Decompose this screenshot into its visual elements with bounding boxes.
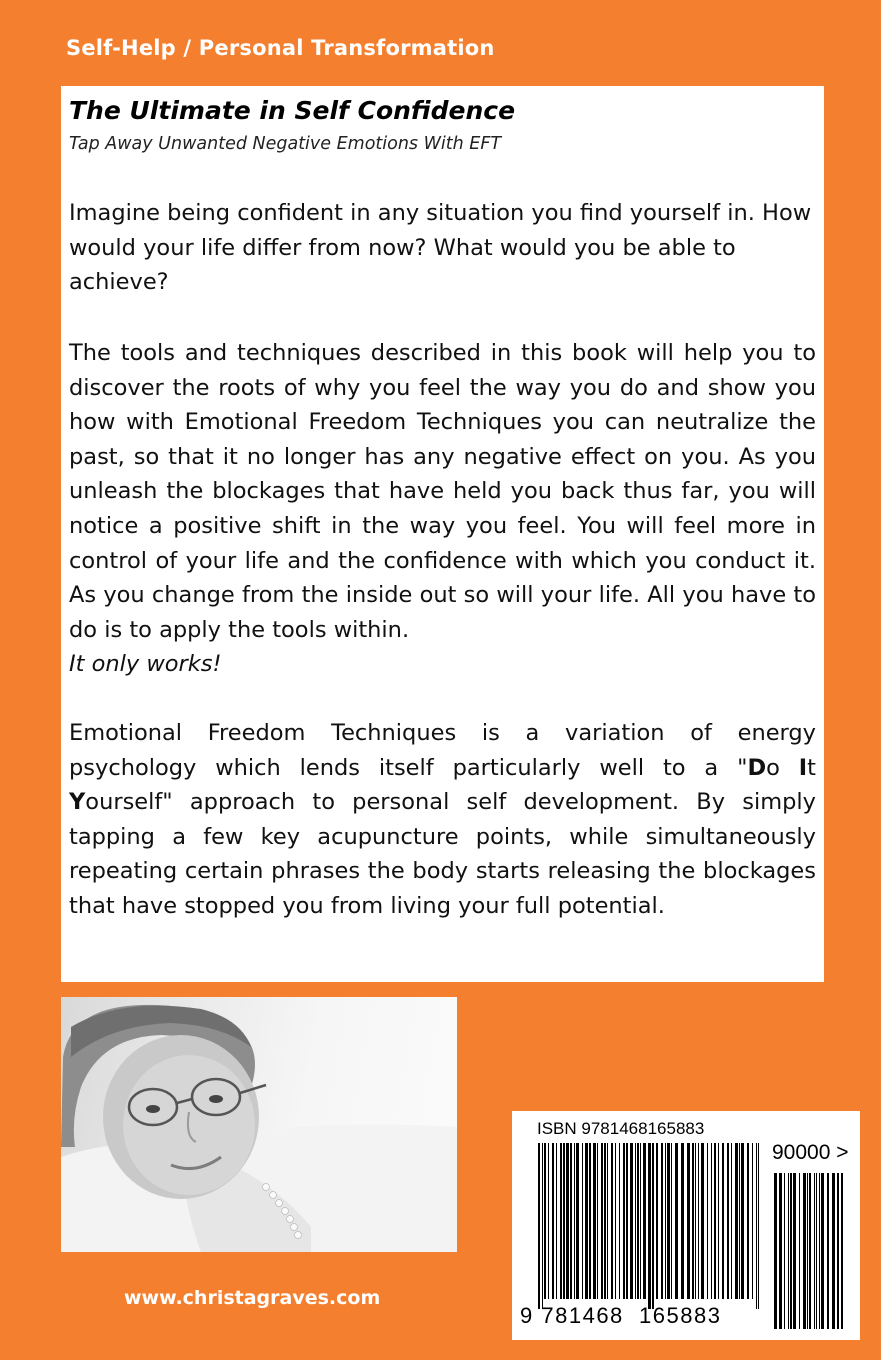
barcode-bar (741, 1143, 744, 1299)
barcode-bar (718, 1143, 719, 1299)
barcode-bar (601, 1143, 603, 1299)
barcode-bar (803, 1173, 806, 1329)
barcode-bar (630, 1143, 633, 1299)
barcode-bar (615, 1143, 616, 1299)
p3-bold-d: D (747, 754, 767, 781)
barcode-bar (714, 1143, 716, 1299)
barcode-bar (640, 1143, 641, 1299)
barcode-bar (784, 1173, 785, 1329)
barcode-bar (544, 1143, 546, 1299)
barcode-bar (692, 1143, 694, 1299)
barcode-digits (520, 1303, 721, 1329)
barcode-bar (619, 1143, 620, 1299)
book-title: The Ultimate in Self Confidence (69, 96, 516, 125)
paragraph-tools-emphasis: It only works! (69, 651, 222, 678)
barcode-bar (793, 1173, 796, 1329)
barcode-bar (819, 1173, 820, 1329)
barcode-bar (611, 1143, 613, 1299)
barcode-digit-first: 9 (520, 1303, 534, 1328)
p3-bold-y: Y (69, 789, 86, 816)
barcode-bar (701, 1143, 704, 1299)
author-photo-illustration (61, 997, 457, 1252)
barcode-bar (656, 1143, 658, 1299)
barcode-bar (758, 1143, 759, 1309)
barcode-bar (790, 1173, 792, 1329)
barcode-bar (739, 1143, 740, 1299)
barcode-bar (626, 1143, 628, 1299)
barcode-bar (589, 1143, 591, 1299)
barcode-bar (542, 1143, 543, 1309)
barcode-bar (837, 1173, 839, 1329)
barcode-bar (593, 1143, 596, 1299)
barcode-bar (585, 1143, 588, 1299)
paragraph-eft (69, 716, 816, 924)
category-label: Self-Help / Personal Transformation (66, 36, 495, 60)
barcode-bar (752, 1143, 753, 1299)
barcode-bar (841, 1173, 843, 1329)
barcode-bar (756, 1143, 757, 1309)
barcode-bar (788, 1173, 789, 1329)
price-code: 90000 > (772, 1141, 849, 1164)
barcode-bar (695, 1143, 696, 1299)
barcode-bar (597, 1143, 598, 1299)
isbn-barcode (512, 1111, 860, 1340)
barcode-bar (556, 1143, 557, 1299)
p3-before: Emotional Freedom Techniques is a variation of energy psychology which lends itself particularly well to a " (69, 720, 816, 781)
barcode-bar (623, 1143, 625, 1299)
barcode-bar (604, 1143, 606, 1299)
barcode-bar (675, 1143, 678, 1299)
barcode-bar (827, 1173, 829, 1329)
p3-after: ourself" approach to personal self development. By simply tapping a few key acupuncture points, while simultaneously repeating certain phrases the body starts releasing the blockages that have stopped you from living your full potential. (69, 789, 816, 919)
barcode-bar (731, 1143, 732, 1299)
book-subtitle: Tap Away Unwanted Negative Emotions With EFT (69, 134, 502, 154)
barcode-bar (779, 1173, 782, 1329)
paragraph-intro: Imagine being confident in any situation you find yourself in. How would your life differ from now? What would you be able to achieve? (69, 200, 812, 296)
barcode-bar (661, 1143, 663, 1299)
barcode-bar (832, 1173, 835, 1329)
barcode-bar (560, 1143, 562, 1299)
p3-mid2: t (807, 754, 816, 781)
p3-bold-i: I (798, 754, 808, 781)
barcode-bar (722, 1143, 724, 1299)
description-panel (61, 86, 824, 982)
paragraph-tools (69, 336, 816, 682)
barcode-bar (548, 1143, 549, 1299)
barcode-bar (747, 1143, 749, 1299)
barcode-digit-group1: 781468 (541, 1303, 624, 1328)
barcode-bar (816, 1173, 817, 1329)
barcode-bar (576, 1143, 579, 1299)
barcode-bar (648, 1143, 651, 1309)
barcode-bar (735, 1143, 738, 1299)
barcode-bar (637, 1143, 639, 1299)
barcode-bar (665, 1143, 666, 1299)
barcode-bar (552, 1143, 554, 1299)
barcode-bar (681, 1143, 684, 1299)
barcode-bar (707, 1143, 708, 1299)
barcode-bar (727, 1143, 729, 1299)
barcode-bar (563, 1143, 565, 1299)
barcode-bar (667, 1143, 670, 1299)
barcode-bar (574, 1143, 575, 1299)
barcode-bar (711, 1143, 712, 1299)
p3-mid1: o (766, 754, 799, 781)
barcode-bar (687, 1143, 690, 1299)
barcode-bar (582, 1143, 583, 1299)
website-link[interactable]: www.christagraves.com (124, 1287, 381, 1309)
barcode-bar (607, 1143, 608, 1299)
barcode-bar (799, 1173, 800, 1329)
barcode-bar (566, 1143, 569, 1299)
barcode-bar (809, 1173, 811, 1329)
isbn-label: ISBN 9781468165883 (537, 1119, 705, 1138)
paragraph-tools-text: The tools and techniques described in this book will help you to discover the roots of why you feel the way you do and show you how with Emotional Freedom Techniques you can neutralize the past, so that it no longer has any negative effect on you. As you unleash the blockages that have held you back thus far, you will notice a positive shift in the way you feel. You will feel more in control of your life and the confidence with which you conduct it. As you change from the inside out so will your life. All you have to do is to apply the tools within. (69, 340, 816, 643)
barcode-bar (821, 1173, 824, 1329)
barcode-bar (671, 1143, 672, 1299)
barcode-bar (570, 1143, 572, 1299)
barcode-bar (774, 1173, 777, 1329)
barcode-digit-group2: 165883 (639, 1303, 722, 1328)
author-photo (61, 997, 457, 1252)
barcode-bar (643, 1143, 646, 1299)
barcode-bar (635, 1143, 636, 1299)
barcode-bar (652, 1143, 654, 1309)
barcode-bar (698, 1143, 699, 1299)
barcode-bar (807, 1173, 808, 1329)
barcode-bar (814, 1173, 815, 1329)
barcode-bar (538, 1143, 540, 1309)
